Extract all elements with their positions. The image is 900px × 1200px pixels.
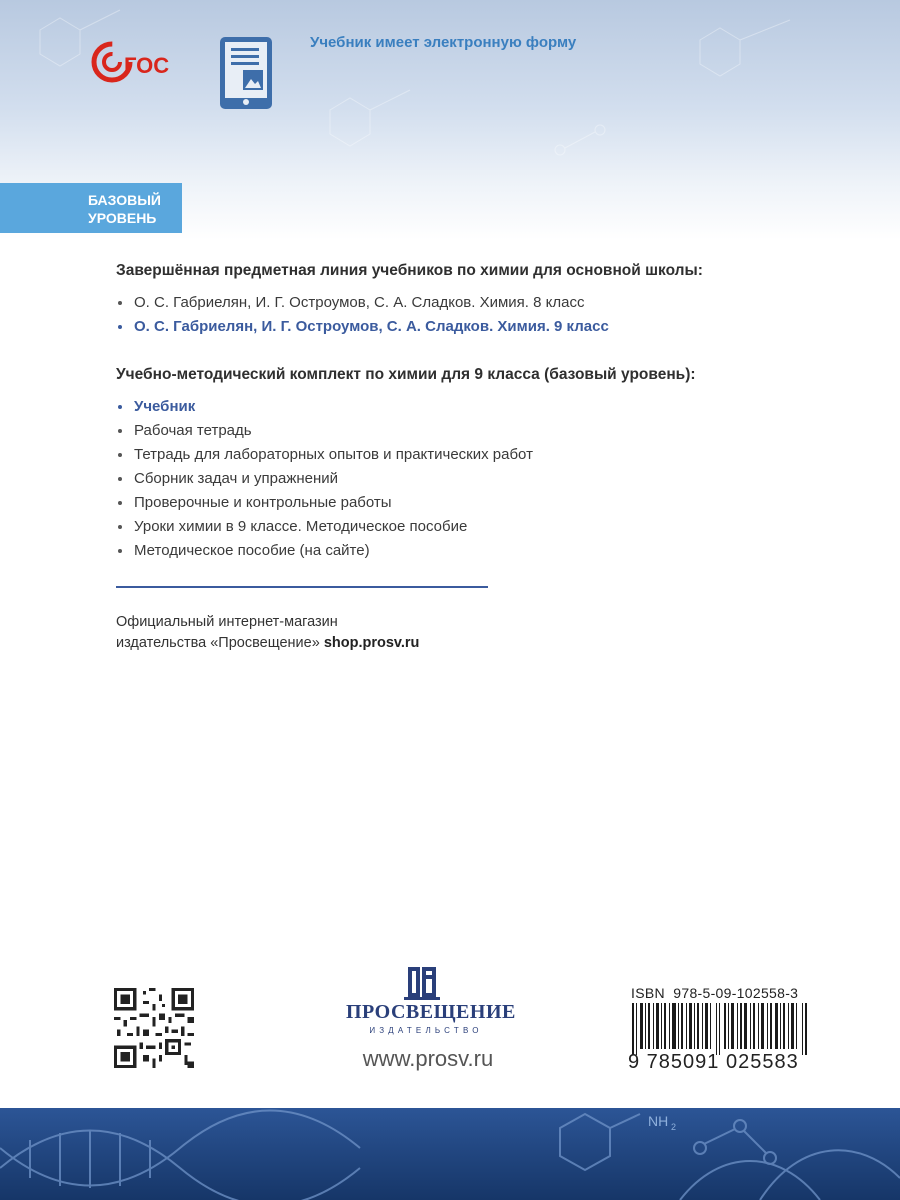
shop-url-link[interactable]: shop.prosv.ru [323,635,420,651]
list-item: Уроки химии в 9 классе. Методическое пособие [116,515,816,539]
list-item: Рабочая тетрадь [116,419,816,443]
tablet-icon [219,36,273,110]
list-item: Проверочные и контрольные работы [116,491,816,515]
electronic-form-notice: Учебник имеет электронную форму [310,34,577,51]
shop-line1: Официальный интернет-магазин [116,614,338,630]
prosveshchenie-logo-icon [404,967,440,1001]
barcode-icon [630,1003,810,1055]
barcode-digits: 9 785091 025583 [628,1051,799,1073]
qr-code-icon[interactable] [114,988,194,1068]
divider [116,586,488,588]
bottom-decorative-band [0,1108,900,1200]
main-content [116,262,816,563]
list-item: Тетрадь для лабораторных опытов и практических работ [116,443,816,467]
list-item-highlighted: О. С. Габриелян, И. Г. Остроумов, С. А. Сладков. Химия. 9 класс [116,315,816,339]
svg-text:2: 2 [671,1122,677,1132]
shop-info [116,612,419,654]
list-item: О. С. Габриелян, И. Г. Остроумов, С. А. Сладков. Химия. 8 класс [116,291,816,315]
shop-line2: издательства «Просвещение» [116,635,320,651]
svg-text:NH: NH [648,1113,669,1129]
list-item: Методическое пособие (на сайте) [116,539,816,563]
isbn-label: ISBN [631,985,665,1001]
level-badge-line1: БАЗОВЫЙ [88,192,161,208]
textbook-line-list [116,291,816,339]
isbn-number: 978-5-09-102558-3 [673,985,799,1001]
textbook-line-heading: Завершённая предметная линия учебников по химии для основной школы: [116,262,703,279]
level-badge-line2: УРОВЕНЬ [88,210,157,226]
isbn [631,985,798,1001]
level-badge [0,183,182,233]
publisher-subtitle: ИЗДАТЕЛЬСТВО [369,1026,483,1035]
fgos-label: ГОС [124,53,170,78]
molecule-pattern [0,0,900,200]
list-item: Сборник задач и упражнений [116,467,816,491]
list-item-highlighted: Учебник [116,395,816,419]
kit-list [116,395,816,563]
kit-heading: Учебно-методический комплект по химии для 9 класса (базовый уровень): [116,366,696,383]
publisher-url-link[interactable]: www.prosv.ru [362,1046,494,1071]
publisher-name: ПРОСВЕЩЕНИЕ [346,1001,516,1023]
